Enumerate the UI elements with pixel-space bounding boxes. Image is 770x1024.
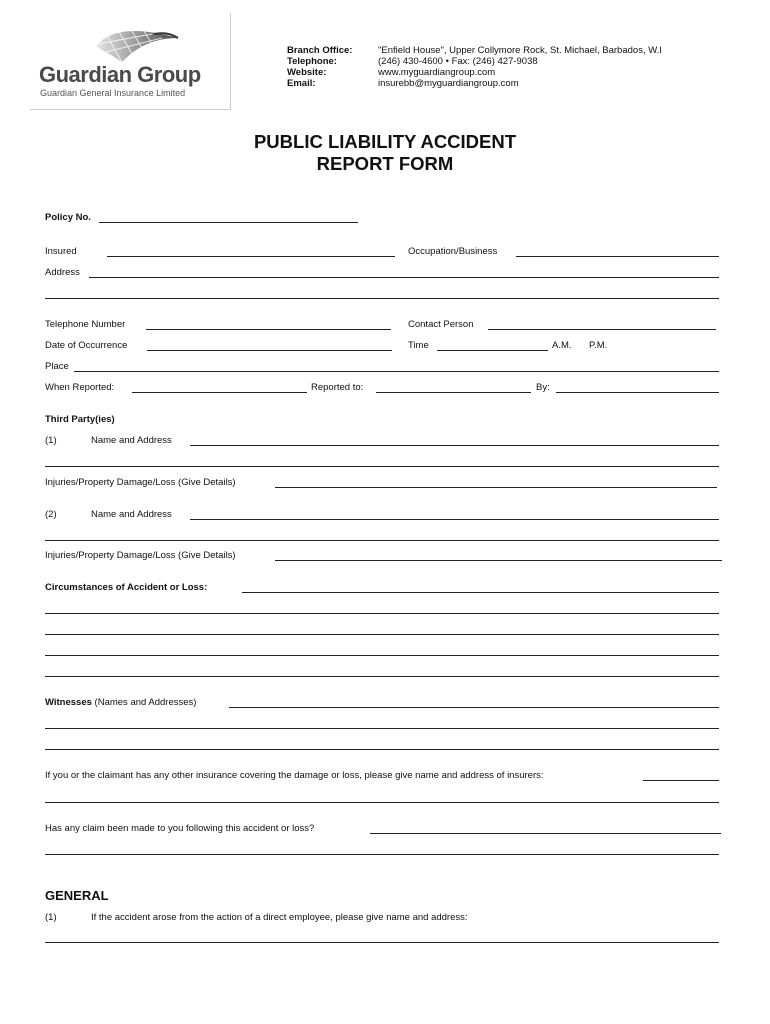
date-of-occurrence-field[interactable] — [147, 350, 392, 351]
third-party-heading: Third Party(ies) — [45, 414, 115, 425]
witnesses-field-3[interactable] — [45, 749, 719, 750]
general-1-question: If the accident arose from the action of a direct employee, please give name and address: — [91, 912, 468, 923]
claim-made-field[interactable] — [370, 833, 721, 834]
general-heading: GENERAL — [45, 888, 109, 903]
policy-no-label: Policy No. — [45, 212, 91, 223]
third-party-1-name-label: Name and Address — [91, 435, 172, 446]
circumstances-label: Circumstances of Accident or Loss: — [45, 582, 208, 593]
third-party-2-name-field-2[interactable] — [45, 540, 719, 541]
address-field-2[interactable] — [45, 298, 719, 299]
branch-label: Branch Office: — [287, 45, 353, 56]
witnesses-field-2[interactable] — [45, 728, 719, 729]
reported-to-label: Reported to: — [311, 382, 364, 393]
logo-swoosh-icon — [92, 20, 182, 64]
time-field[interactable] — [437, 350, 548, 351]
other-insurance-field[interactable] — [643, 780, 719, 781]
contact-labels — [287, 45, 352, 89]
page-title-line1: PUBLIC LIABILITY ACCIDENT — [253, 131, 517, 152]
policy-no-field[interactable] — [99, 222, 358, 223]
when-reported-field[interactable] — [132, 392, 307, 393]
circumstances-field-2[interactable] — [45, 613, 719, 614]
telephone-number-field[interactable] — [146, 329, 391, 330]
witnesses-field[interactable] — [229, 707, 719, 708]
circumstances-field[interactable] — [242, 592, 719, 593]
pm-option[interactable]: P.M. — [589, 340, 608, 351]
telephone-label: Telephone: — [287, 56, 337, 67]
claim-made-field-2[interactable] — [45, 854, 719, 855]
circumstances-field-4[interactable] — [45, 655, 719, 656]
circumstances-field-5[interactable] — [45, 676, 719, 677]
witnesses-label: Witnesses — [45, 697, 92, 708]
date-of-occurrence-label: Date of Occurrence — [45, 340, 128, 351]
occupation-label: Occupation/Business — [408, 246, 498, 257]
contact-person-label: Contact Person — [408, 319, 474, 330]
telephone-number-label: Telephone Number — [45, 319, 126, 330]
logo-subtitle: Guardian General Insurance Limited — [40, 88, 186, 98]
other-insurance-field-2[interactable] — [45, 802, 719, 803]
third-party-2-name-label: Name and Address — [91, 509, 172, 520]
when-reported-label: When Reported: — [45, 382, 115, 393]
third-party-1-injuries-label: Injuries/Property Damage/Loss (Give Details) — [45, 477, 236, 488]
circumstances-field-3[interactable] — [45, 634, 719, 635]
email-label: Email: — [287, 78, 316, 89]
third-party-1-number: (1) — [45, 435, 57, 446]
by-field[interactable] — [556, 392, 719, 393]
insured-field[interactable] — [107, 256, 395, 257]
third-party-1-name-field-2[interactable] — [45, 466, 719, 467]
branch-value: "Enfield House", Upper Collymore Rock, St. Michael, Barbados, W.I — [378, 45, 662, 56]
email-value[interactable]: insurebb@myguardiangroup.com — [378, 78, 519, 89]
place-field[interactable] — [74, 371, 719, 372]
place-label: Place — [45, 361, 69, 372]
by-label: By: — [536, 382, 550, 393]
website-value[interactable]: www.myguardiangroup.com — [378, 67, 496, 78]
witnesses-sublabel: (Names and Addresses) — [94, 697, 197, 708]
telephone-value: (246) 430-4600 • Fax: (246) 427-9038 — [378, 56, 538, 67]
general-1-number: (1) — [45, 912, 57, 923]
address-field[interactable] — [89, 277, 719, 278]
third-party-2-number: (2) — [45, 509, 57, 520]
insured-label: Insured — [45, 246, 77, 257]
am-option[interactable]: A.M. — [552, 340, 572, 351]
logo-name: Guardian Group — [39, 62, 201, 87]
time-label: Time — [408, 340, 429, 351]
third-party-2-injuries-field[interactable] — [275, 560, 722, 561]
website-label: Website: — [287, 67, 327, 78]
third-party-1-name-field[interactable] — [190, 445, 719, 446]
reported-to-field[interactable] — [376, 392, 531, 393]
third-party-1-injuries-field[interactable] — [275, 487, 717, 488]
occupation-field[interactable] — [516, 256, 719, 257]
general-1-field[interactable] — [45, 942, 719, 943]
third-party-2-injuries-label: Injuries/Property Damage/Loss (Give Details) — [45, 550, 236, 561]
contact-values — [378, 45, 662, 89]
witnesses-label-group — [45, 697, 196, 709]
contact-person-field[interactable] — [488, 329, 716, 330]
third-party-2-name-field[interactable] — [190, 519, 719, 520]
other-insurance-question: If you or the claimant has any other insurance covering the damage or loss, please give name and address of insurers: — [45, 770, 544, 781]
page-title-line2: REPORT FORM — [316, 153, 454, 174]
claim-made-question: Has any claim been made to you following this accident or loss? — [45, 823, 315, 834]
address-label: Address — [45, 267, 80, 278]
